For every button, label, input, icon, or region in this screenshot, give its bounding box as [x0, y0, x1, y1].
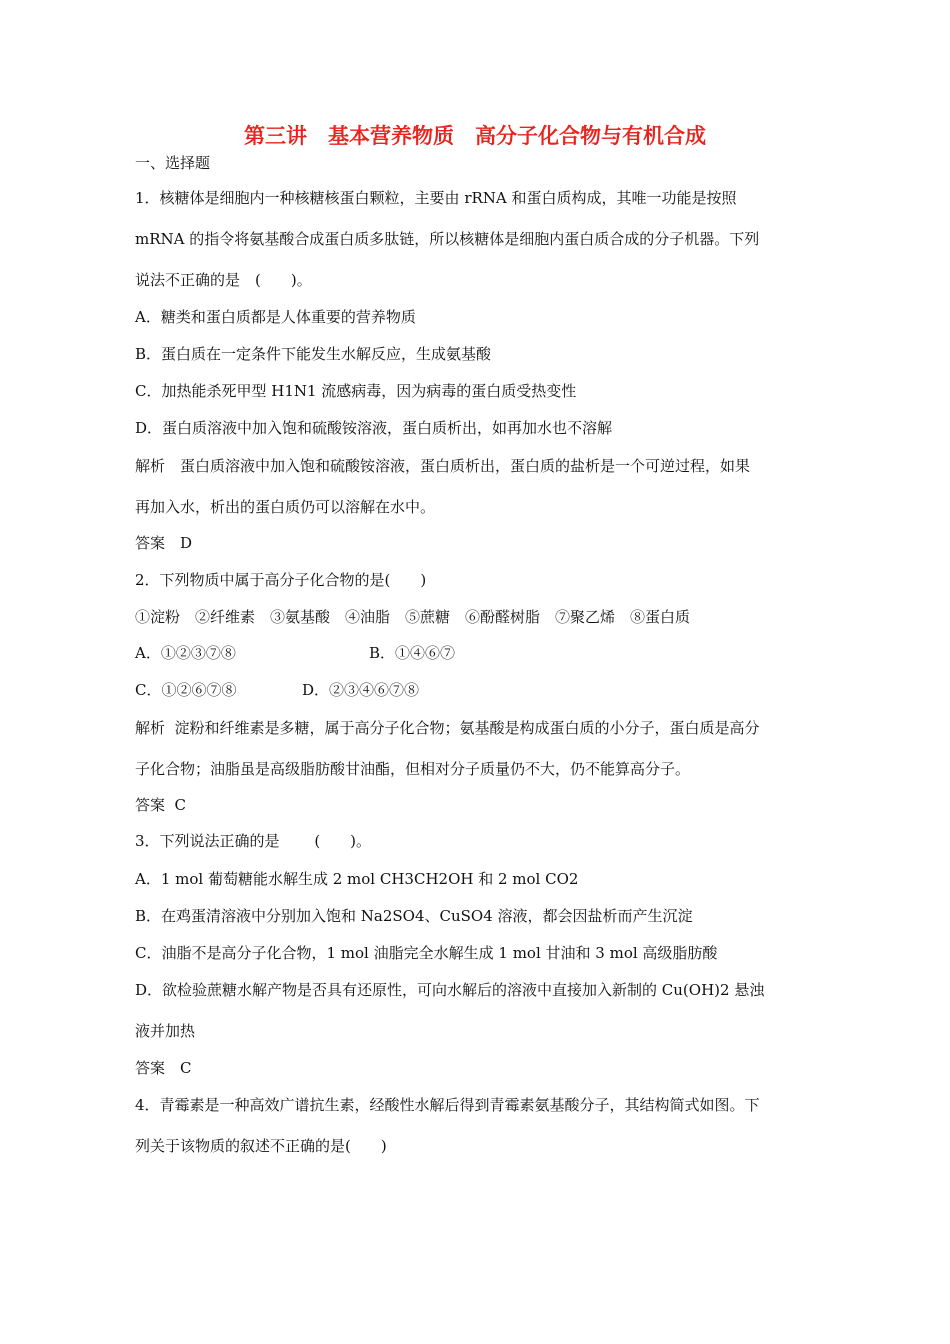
q3-option-d-line1: D．欲检验蔗糖水解产物是否具有还原性，可向水解后的溶液中直接加入新制的 Cu(OH)2 悬浊 — [135, 981, 765, 999]
q3-option-b: B．在鸡蛋清溶液中分别加入饱和 Na2SO4、CuSO4 溶液，都会因盐析而产生沉淀 — [135, 907, 693, 925]
section-heading: 一、选择题 — [135, 154, 211, 172]
q1-option-b: B．蛋白质在一定条件下能发生水解反应，生成氨基酸 — [135, 345, 492, 363]
q3-option-c: C．油脂不是高分子化合物，1 mol 油脂完全水解生成 1 mol 甘油和 3 mol 高级脂肪酸 — [135, 944, 718, 962]
q1-option-c: C．加热能杀死甲型 H1N1 流感病毒，因为病毒的蛋白质受热变性 — [135, 382, 577, 400]
q4-stem-line2: 列关于该物质的叙述不正确的是( ) — [135, 1137, 387, 1155]
q2-answer: 答案 C — [135, 796, 187, 814]
q3-stem: 3．下列说法正确的是 ( )。 — [135, 832, 372, 850]
q2-option-a: A．①②③⑦⑧ — [135, 644, 236, 662]
q1-stem-line3: 说法不正确的是 ( )。 — [135, 271, 312, 289]
q2-analysis-line1: 解析 淀粉和纤维素是多糖，属于高分子化合物；氨基酸是构成蛋白质的小分子，蛋白质是高分 — [135, 719, 760, 737]
q1-option-a: A．糖类和蛋白质都是人体重要的营养物质 — [135, 308, 416, 326]
q2-stem: 2．下列物质中属于高分子化合物的是( ) — [135, 571, 427, 589]
q4-stem-line1: 4．青霉素是一种高效广谱抗生素，经酸性水解后得到青霉素氨基酸分子，其结构简式如图。下 — [135, 1096, 760, 1114]
q1-analysis-line2: 再加入水，析出的蛋白质仍可以溶解在水中。 — [135, 498, 436, 516]
q1-stem-line2: mRNA 的指令将氨基酸合成蛋白质多肽链，所以核糖体是细胞内蛋白质合成的分子机器。下列 — [135, 230, 760, 248]
page-title: 第三讲 基本营养物质 高分子化合物与有机合成 — [244, 124, 706, 148]
q3-option-a: A．1 mol 葡萄糖能水解生成 2 mol CH3CH2OH 和 2 mol CO2 — [135, 870, 579, 888]
q2-option-b: B．①④⑥⑦ — [369, 644, 456, 662]
q2-items: ①淀粉 ②纤维素 ③氨基酸 ④油脂 ⑤蔗糖 ⑥酚醛树脂 ⑦聚乙烯 ⑧蛋白质 — [135, 608, 691, 626]
q1-analysis-line1: 解析 蛋白质溶液中加入饱和硫酸铵溶液，蛋白质析出，蛋白质的盐析是一个可逆过程，如果 — [135, 457, 751, 475]
q1-stem-line1: 1．核糖体是细胞内一种核糖核蛋白颗粒，主要由 rRNA 和蛋白质构成，其唯一功能是按照 — [135, 189, 737, 207]
q3-answer: 答案 C — [135, 1059, 192, 1077]
q2-analysis-line2: 子化合物；油脂虽是高级脂肪酸甘油酯，但相对分子质量仍不大，仍不能算高分子。 — [135, 760, 691, 778]
q2-option-d: D．②③④⑥⑦⑧ — [302, 681, 420, 699]
q1-option-d: D．蛋白质溶液中加入饱和硫酸铵溶液，蛋白质析出，如再加水也不溶解 — [135, 419, 613, 437]
q2-option-c: C．①②⑥⑦⑧ — [135, 681, 237, 699]
q3-option-d-line2: 液并加热 — [135, 1022, 196, 1040]
q1-answer: 答案 D — [135, 534, 193, 552]
